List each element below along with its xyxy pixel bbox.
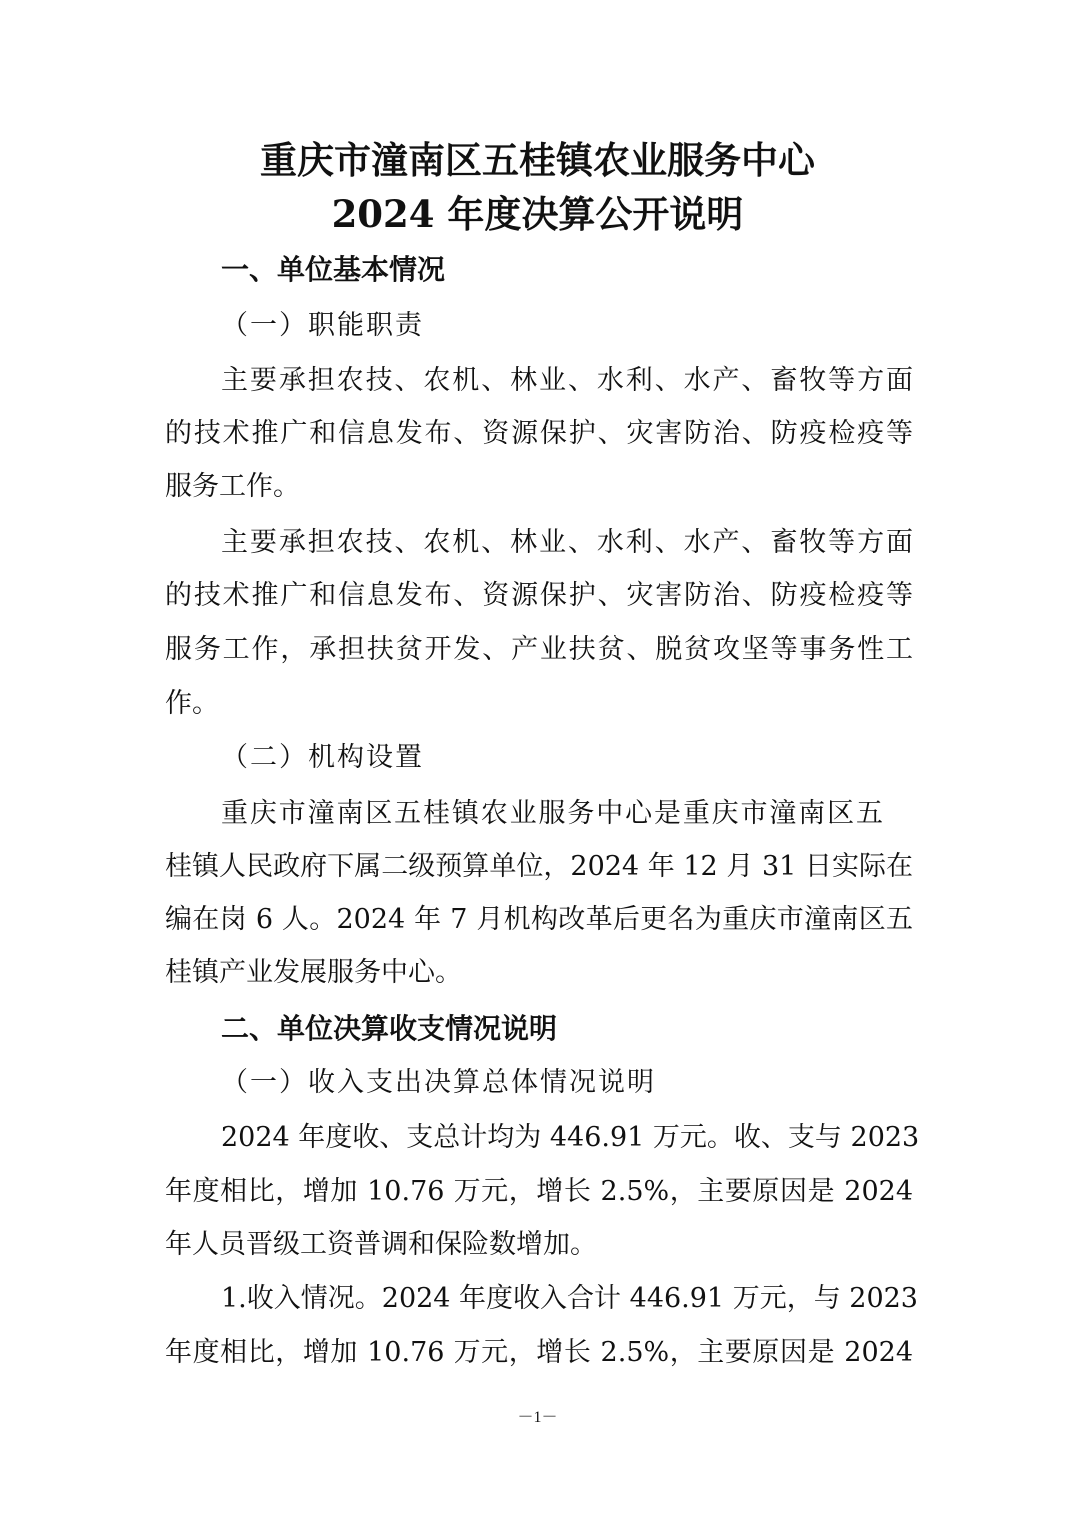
section-1-2-heading: （二）机构设置 — [221, 742, 424, 773]
section-2-1-heading: （一）收入支出决算总体情况说明 — [221, 1067, 656, 1098]
paragraph-line: 的技术推广和信息发布、资源保护、灾害防治、防疫检疫等 — [165, 418, 913, 449]
document-title-line-1: 重庆市潼南区五桂镇农业服务中心 — [260, 138, 815, 182]
paragraph-line: 服务工作。 — [165, 471, 300, 502]
paragraph-line: 桂镇产业发展服务中心。 — [165, 957, 462, 988]
paragraph-line: 的技术推广和信息发布、资源保护、灾害防治、防疫检疫等 — [165, 580, 913, 611]
paragraph-line: 年度相比，增加 10.76 万元，增长 2.5%，主要原因是 2024 — [165, 1337, 913, 1368]
paragraph-line: 主要承担农技、农机、林业、水利、水产、畜牧等方面 — [221, 527, 913, 558]
document-title-line-2: 2024 年度决算公开说明 — [331, 192, 744, 236]
paragraph-line: 桂镇人民政府下属二级预算单位，2024 年 12 月 31 日实际在 — [165, 851, 913, 882]
section-2-heading: 二、单位决算收支情况说明 — [221, 1012, 558, 1045]
paragraph-line: 主要承担农技、农机、林业、水利、水产、畜牧等方面 — [221, 365, 913, 396]
paragraph-line: 作。 — [165, 688, 219, 719]
paragraph-line: 年人员晋级工资普调和保险数增加。 — [165, 1229, 597, 1260]
paragraph-line: 2024 年度收、支总计均为 446.91 万元。收、支与 2023 — [221, 1122, 920, 1153]
paragraph-line: 重庆市潼南区五桂镇农业服务中心是重庆市潼南区五 — [221, 798, 883, 829]
page-number: －1－ — [517, 1409, 558, 1426]
paragraph-line: 年度相比，增加 10.76 万元，增长 2.5%，主要原因是 2024 — [165, 1176, 913, 1207]
paragraph-line: 1.收入情况。2024 年度收入合计 446.91 万元，与 2023 — [221, 1283, 918, 1314]
paragraph-line: 服务工作，承担扶贫开发、产业扶贫、脱贫攻坚等事务性工 — [165, 634, 913, 665]
section-1-heading: 一、单位基本情况 — [221, 253, 446, 286]
paragraph-line: 编在岗 6 人。2024 年 7 月机构改革后更名为重庆市潼南区五 — [165, 904, 913, 935]
section-1-1-heading: （一）职能职责 — [221, 310, 424, 341]
